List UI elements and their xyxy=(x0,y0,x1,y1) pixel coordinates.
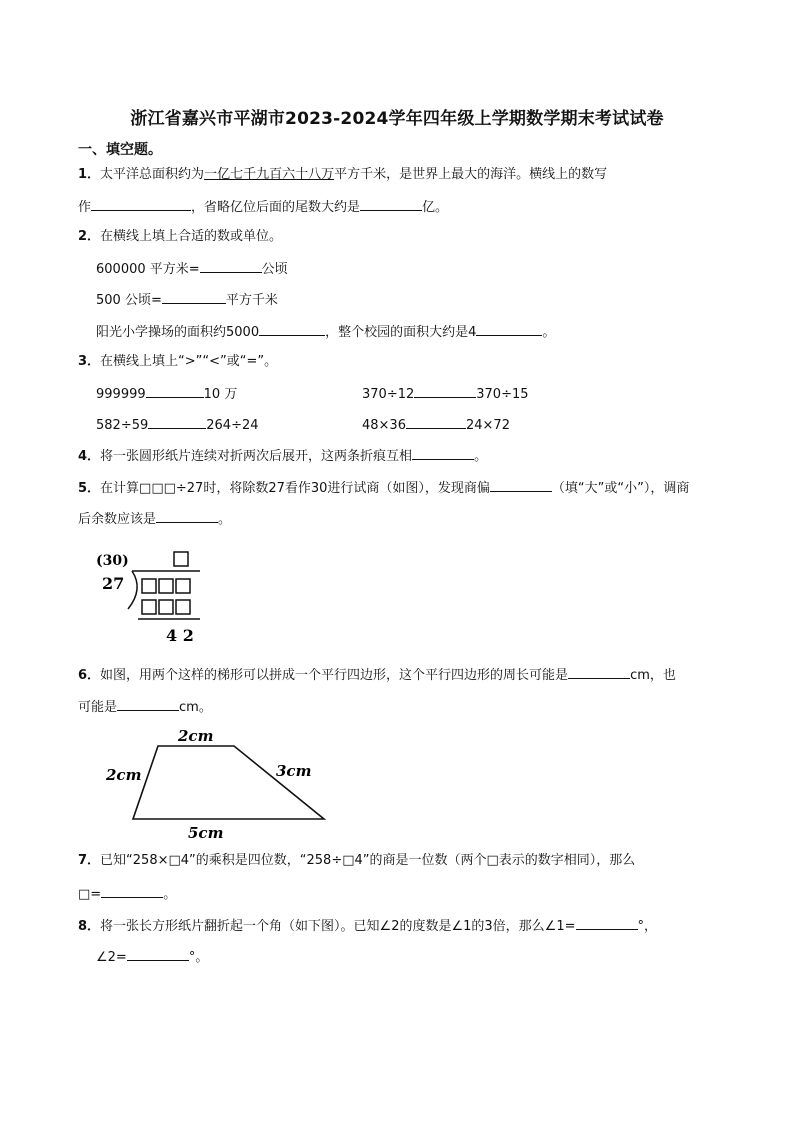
question-8-line-1 xyxy=(78,916,657,936)
answer-blank[interactable] xyxy=(91,197,191,211)
question-number: 5． xyxy=(78,481,101,496)
answer-blank[interactable] xyxy=(412,446,474,460)
question-text: 500 公顷= xyxy=(96,293,162,308)
question-number: 4． xyxy=(78,449,101,464)
answer-blank[interactable] xyxy=(360,197,422,211)
question-number: 2． xyxy=(78,229,101,244)
answer-blank[interactable] xyxy=(490,478,552,492)
question-number: 7． xyxy=(78,853,101,868)
long-division-figure xyxy=(90,545,210,645)
question-text: ，省略亿位后面的尾数大约是 xyxy=(191,200,361,215)
question-text: cm。 xyxy=(179,700,212,715)
question-text: 已知“258×□4”的乘积是四位数，“258÷□4”的商是一位数（两个□表示的数字相同），那么 xyxy=(100,853,636,868)
question-text: °。 xyxy=(188,950,209,965)
dividend-box xyxy=(159,579,173,593)
question-text: （填“大”或“小”），调商 xyxy=(551,481,690,496)
question-8-line-2 xyxy=(96,947,208,967)
question-7-line-1 xyxy=(78,852,635,870)
question-text: 在横线上填上“>”“<”或“=”。 xyxy=(100,354,278,369)
question-2-line-3 xyxy=(96,322,555,342)
question-text: 平方千米 xyxy=(225,293,278,308)
bottom-side-label: 5cm xyxy=(188,824,224,842)
expression: 24×72 xyxy=(465,418,510,433)
answer-blank[interactable] xyxy=(476,322,542,336)
answer-blank[interactable] xyxy=(259,322,325,336)
divisor-label: 27 xyxy=(102,574,125,593)
dividend-box xyxy=(176,579,190,593)
expression: 264÷24 xyxy=(206,418,259,433)
answer-blank[interactable] xyxy=(146,384,204,398)
question-text: 平方千米，是世界上最大的海洋。横线上的数写 xyxy=(334,167,608,182)
trapezoid-shape xyxy=(133,746,324,819)
question-text: □= xyxy=(78,887,102,902)
question-3-item-d xyxy=(362,415,510,435)
page-title: 浙江省嘉兴市平湖市2023-2024学年四年级上学期数学期末考试试卷 xyxy=(130,109,664,129)
expression: 48×36 xyxy=(362,418,406,433)
underlined-number-words: 一亿七千九百六十八万 xyxy=(204,167,335,182)
question-2-intro xyxy=(78,228,282,246)
dividend-box xyxy=(142,579,156,593)
quotient-box xyxy=(174,552,188,566)
answer-blank[interactable] xyxy=(148,415,206,429)
product-box xyxy=(159,600,173,614)
question-text: °， xyxy=(637,919,658,934)
question-text: ∠2= xyxy=(96,950,127,965)
question-number: 6． xyxy=(78,668,101,683)
division-bracket xyxy=(128,571,200,609)
answer-blank[interactable] xyxy=(200,259,262,273)
question-text: 在横线上填上合适的数或单位。 xyxy=(100,229,283,244)
question-text: 在计算□□□÷27时，将除数27看作30进行试商（如图），发现商偏 xyxy=(100,481,490,496)
right-side-label: 3cm xyxy=(276,762,312,780)
question-number: 8． xyxy=(78,919,101,934)
question-text: 阳光小学操场的面积约5000 xyxy=(96,325,260,340)
question-text: 作 xyxy=(78,200,92,215)
answer-blank[interactable] xyxy=(568,665,630,679)
trapezoid-figure xyxy=(96,722,336,844)
question-6-line-2 xyxy=(78,697,212,717)
section-heading: 一、填空题。 xyxy=(78,142,162,158)
approx-divisor-label: (30) xyxy=(96,553,129,569)
answer-blank[interactable] xyxy=(156,509,218,523)
answer-blank[interactable] xyxy=(117,697,179,711)
question-text: 。 xyxy=(542,325,556,340)
remainder-label: 4 2 xyxy=(166,626,194,645)
question-3-item-a xyxy=(96,384,237,404)
question-1-line-1 xyxy=(78,166,607,184)
expression: 999999 xyxy=(96,387,146,402)
question-text: ，整个校园的面积大约是4 xyxy=(325,325,477,340)
question-text: 如图，用两个这样的梯形可以拼成一个平行四边形，这个平行四边形的周长可能是 xyxy=(100,668,569,683)
answer-blank[interactable] xyxy=(406,415,466,429)
answer-blank[interactable] xyxy=(127,947,189,961)
question-4 xyxy=(78,446,487,466)
question-text: 太平洋总面积约为 xyxy=(100,167,205,182)
question-5-line-2 xyxy=(78,509,231,529)
question-6-line-1 xyxy=(78,665,676,685)
question-text: 公顷 xyxy=(261,262,288,277)
answer-blank[interactable] xyxy=(101,884,163,898)
product-box xyxy=(142,600,156,614)
question-5-line-1 xyxy=(78,478,689,498)
question-3-item-b xyxy=(362,384,529,404)
question-text: 将一张圆形纸片连续对折两次后展开，这两条折痕互相 xyxy=(100,449,413,464)
question-text: 。 xyxy=(474,449,488,464)
question-2-line-1 xyxy=(96,259,288,279)
question-2-line-2 xyxy=(96,290,278,310)
question-1-line-2 xyxy=(78,197,448,217)
question-text: 。 xyxy=(163,887,177,902)
question-3-item-c xyxy=(96,415,259,435)
product-box xyxy=(176,600,190,614)
question-text: 将一张长方形纸片翻折起一个角（如下图）。已知∠2的度数是∠1的3倍，那么∠1= xyxy=(100,919,576,934)
expression: 582÷59 xyxy=(96,418,149,433)
question-7-line-2 xyxy=(78,884,176,904)
question-number: 3． xyxy=(78,354,101,369)
answer-blank[interactable] xyxy=(576,916,638,930)
expression: 10 万 xyxy=(203,387,238,402)
question-3-intro xyxy=(78,353,277,371)
answer-blank[interactable] xyxy=(162,290,226,304)
answer-blank[interactable] xyxy=(414,384,476,398)
question-text: 亿。 xyxy=(422,200,449,215)
expression: 370÷12 xyxy=(362,387,415,402)
left-side-label: 2cm xyxy=(106,766,142,784)
expression: 370÷15 xyxy=(476,387,529,402)
question-text: 可能是 xyxy=(78,700,118,715)
top-side-label: 2cm xyxy=(178,727,214,745)
question-text: 。 xyxy=(218,512,232,527)
question-text: cm，也 xyxy=(630,668,676,683)
question-text: 600000 平方米= xyxy=(96,262,200,277)
question-number: 1． xyxy=(78,167,101,182)
question-text: 后余数应该是 xyxy=(78,512,157,527)
